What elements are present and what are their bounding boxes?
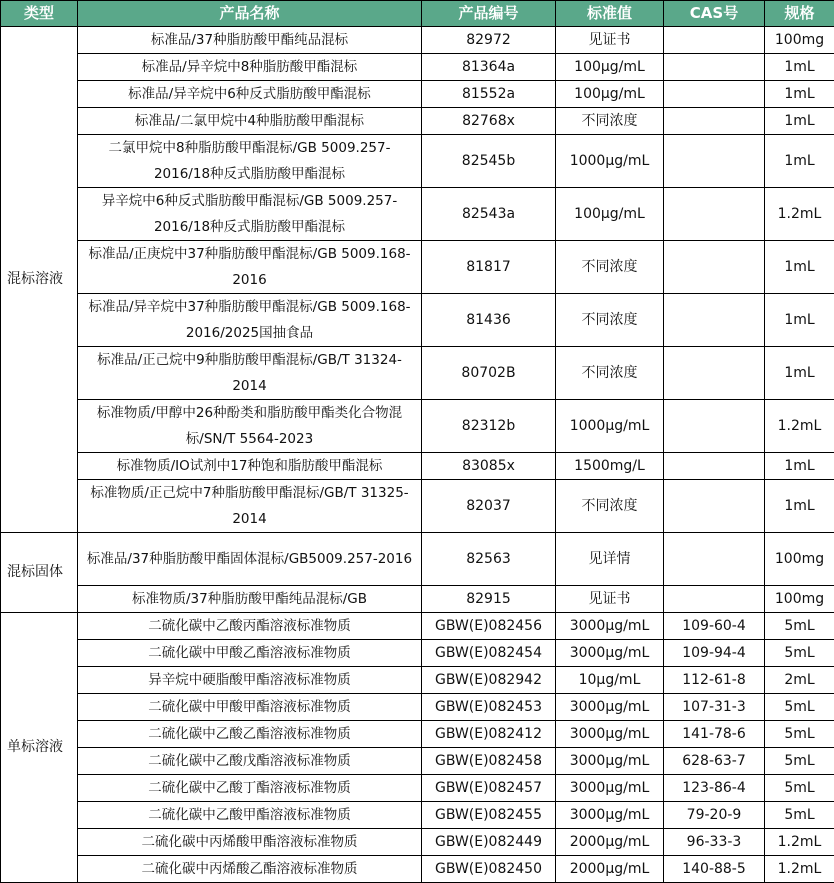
cas-cell: 79-20-9 (664, 802, 765, 829)
cas-cell: 109-94-4 (664, 640, 765, 667)
standard-value-cell: 不同浓度 (556, 108, 664, 135)
cas-cell (664, 347, 765, 400)
product-code-cell: GBW(E)082454 (422, 640, 556, 667)
header-product-name: 产品名称 (78, 1, 422, 27)
table-row (1, 640, 834, 667)
product-name-cell: 二氯甲烷中8种脂肪酸甲酯混标/GB 5009.257-2016/18种反式脂肪酸甲酯混标 (78, 135, 422, 188)
product-code-cell: 82563 (422, 533, 556, 586)
product-code-cell: 81436 (422, 294, 556, 347)
spec-cell: 5mL (765, 775, 834, 802)
table-row (1, 81, 834, 108)
product-name-cell: 二硫化碳中乙酸丁酯溶液标准物质 (78, 775, 422, 802)
product-name-cell: 异辛烷中6种反式脂肪酸甲酯混标/GB 5009.257-2016/18种反式脂肪酸甲酯混标 (78, 188, 422, 241)
header-type: 类型 (1, 1, 78, 27)
cas-cell (664, 27, 765, 54)
product-code-cell: GBW(E)082412 (422, 721, 556, 748)
header-row (1, 1, 834, 27)
product-code-cell: GBW(E)082449 (422, 829, 556, 856)
product-code-cell: 82037 (422, 480, 556, 533)
standard-value-cell: 见证书 (556, 27, 664, 54)
product-name-cell: 异辛烷中硬脂酸甲酯溶液标准物质 (78, 667, 422, 694)
spec-cell: 1mL (765, 480, 834, 533)
cas-cell: 96-33-3 (664, 829, 765, 856)
spec-cell: 1mL (765, 241, 834, 294)
cas-cell: 141-78-6 (664, 721, 765, 748)
spec-cell: 100mg (765, 27, 834, 54)
header-cas: CAS号 (664, 1, 765, 27)
table-row (1, 27, 834, 54)
product-name-cell: 标准品/二氯甲烷中4种脂肪酸甲酯混标 (78, 108, 422, 135)
cas-cell: 107-31-3 (664, 694, 765, 721)
product-code-cell: 81552a (422, 81, 556, 108)
cas-cell: 140-88-5 (664, 856, 765, 883)
spec-cell: 5mL (765, 613, 834, 640)
product-code-cell: 80702B (422, 347, 556, 400)
cas-cell: 123-86-4 (664, 775, 765, 802)
standard-value-cell: 1000μg/mL (556, 135, 664, 188)
cas-cell: 112-61-8 (664, 667, 765, 694)
standard-value-cell: 100μg/mL (556, 81, 664, 108)
product-code-cell: GBW(E)082457 (422, 775, 556, 802)
table-row (1, 775, 834, 802)
table-row (1, 188, 834, 241)
spec-cell: 1.2mL (765, 188, 834, 241)
product-name-cell: 二硫化碳中丙烯酸乙酯溶液标准物质 (78, 856, 422, 883)
category-cell: 单标溶液 (1, 613, 78, 883)
product-name-cell: 标准品/异辛烷中8种脂肪酸甲酯混标 (78, 54, 422, 81)
standard-value-cell: 2000μg/mL (556, 856, 664, 883)
standard-value-cell: 3000μg/mL (556, 775, 664, 802)
product-code-cell: GBW(E)082456 (422, 613, 556, 640)
standard-value-cell: 不同浓度 (556, 241, 664, 294)
cas-cell (664, 241, 765, 294)
cas-cell (664, 480, 765, 533)
cas-cell (664, 586, 765, 613)
spec-cell: 1mL (765, 81, 834, 108)
standard-value-cell: 1500mg/L (556, 453, 664, 480)
spec-cell: 5mL (765, 748, 834, 775)
product-name-cell: 二硫化碳中甲酸甲酯溶液标准物质 (78, 694, 422, 721)
category-cell: 混标固体 (1, 533, 78, 613)
table-row (1, 667, 834, 694)
product-code-cell: 81817 (422, 241, 556, 294)
category-cell: 混标溶液 (1, 27, 78, 533)
cas-cell (664, 400, 765, 453)
cas-cell (664, 81, 765, 108)
cas-cell (664, 188, 765, 241)
spec-cell: 1mL (765, 347, 834, 400)
table-row (1, 480, 834, 533)
standard-value-cell: 100μg/mL (556, 188, 664, 241)
product-name-cell: 标准物质/正己烷中7种脂肪酸甲酯混标/GB/T 31325-2014 (78, 480, 422, 533)
product-code-cell: 82768x (422, 108, 556, 135)
header-spec: 规格 (765, 1, 834, 27)
standard-value-cell: 3000μg/mL (556, 721, 664, 748)
product-code-cell: 82972 (422, 27, 556, 54)
spec-cell: 5mL (765, 721, 834, 748)
product-name-cell: 二硫化碳中乙酸戊酯溶液标准物质 (78, 748, 422, 775)
product-code-cell: 81364a (422, 54, 556, 81)
spec-cell: 100mg (765, 586, 834, 613)
product-name-cell: 标准品/异辛烷中37种脂肪酸甲酯混标/GB 5009.168-2016/2025国抽食品 (78, 294, 422, 347)
product-code-cell: GBW(E)082450 (422, 856, 556, 883)
product-code-cell: GBW(E)082458 (422, 748, 556, 775)
table-row (1, 802, 834, 829)
spec-cell: 1.2mL (765, 400, 834, 453)
spec-cell: 100mg (765, 533, 834, 586)
product-code-cell: GBW(E)082453 (422, 694, 556, 721)
spec-cell: 1mL (765, 135, 834, 188)
table-row (1, 400, 834, 453)
standard-value-cell: 3000μg/mL (556, 802, 664, 829)
product-name-cell: 二硫化碳中丙烯酸甲酯溶液标准物质 (78, 829, 422, 856)
table-row (1, 748, 834, 775)
spec-cell: 2mL (765, 667, 834, 694)
product-code-cell: 82543a (422, 188, 556, 241)
product-name-cell: 标准物质/IO试剂中17种饱和脂肪酸甲酯混标 (78, 453, 422, 480)
product-code-cell: 82545b (422, 135, 556, 188)
spec-cell: 1.2mL (765, 829, 834, 856)
product-code-cell: 83085x (422, 453, 556, 480)
standard-value-cell: 3000μg/mL (556, 613, 664, 640)
product-code-cell: GBW(E)082942 (422, 667, 556, 694)
table-row (1, 856, 834, 883)
product-code-cell: GBW(E)082455 (422, 802, 556, 829)
cas-cell (664, 54, 765, 81)
standard-value-cell: 2000μg/mL (556, 829, 664, 856)
product-name-cell: 标准品/37种脂肪酸甲酯纯品混标 (78, 27, 422, 54)
standard-value-cell: 不同浓度 (556, 294, 664, 347)
standard-value-cell: 不同浓度 (556, 347, 664, 400)
header-standard-value: 标准值 (556, 1, 664, 27)
standard-value-cell: 3000μg/mL (556, 694, 664, 721)
standard-value-cell: 3000μg/mL (556, 640, 664, 667)
table-row (1, 453, 834, 480)
table-row (1, 347, 834, 400)
table-row (1, 135, 834, 188)
product-name-cell: 二硫化碳中乙酸丙酯溶液标准物质 (78, 613, 422, 640)
product-code-cell: 82312b (422, 400, 556, 453)
standard-value-cell: 不同浓度 (556, 480, 664, 533)
spec-cell: 1mL (765, 294, 834, 347)
table-row (1, 54, 834, 81)
cas-cell (664, 533, 765, 586)
product-code-cell: 82915 (422, 586, 556, 613)
standard-value-cell: 见详情 (556, 533, 664, 586)
cas-cell (664, 294, 765, 347)
spec-cell: 5mL (765, 694, 834, 721)
header-product-code: 产品编号 (422, 1, 556, 27)
standard-value-cell: 10μg/mL (556, 667, 664, 694)
spec-cell: 5mL (765, 802, 834, 829)
product-name-cell: 二硫化碳中甲酸乙酯溶液标准物质 (78, 640, 422, 667)
product-name-cell: 标准物质/甲醇中26种酚类和脂肪酸甲酯类化合物混标/SN/T 5564-2023 (78, 400, 422, 453)
cas-cell (664, 453, 765, 480)
cas-cell: 109-60-4 (664, 613, 765, 640)
standard-value-cell: 见证书 (556, 586, 664, 613)
table-row (1, 694, 834, 721)
standard-value-cell: 1000μg/mL (556, 400, 664, 453)
cas-cell: 628-63-7 (664, 748, 765, 775)
product-name-cell: 二硫化碳中乙酸甲酯溶液标准物质 (78, 802, 422, 829)
product-name-cell: 标准品/异辛烷中6种反式脂肪酸甲酯混标 (78, 81, 422, 108)
table-row (1, 294, 834, 347)
product-name-cell: 标准品/正庚烷中37种脂肪酸甲酯混标/GB 5009.168-2016 (78, 241, 422, 294)
product-name-cell: 二硫化碳中乙酸乙酯溶液标准物质 (78, 721, 422, 748)
spec-cell: 5mL (765, 640, 834, 667)
spec-cell: 1mL (765, 54, 834, 81)
product-name-cell: 标准品/正己烷中9种脂肪酸甲酯混标/GB/T 31324-2014 (78, 347, 422, 400)
cas-cell (664, 135, 765, 188)
table-row (1, 829, 834, 856)
spec-cell: 1.2mL (765, 856, 834, 883)
table-row (1, 613, 834, 640)
table-row (1, 533, 834, 586)
spec-cell: 1mL (765, 108, 834, 135)
table-row (1, 241, 834, 294)
table-row (1, 586, 834, 613)
spec-cell: 1mL (765, 453, 834, 480)
product-name-cell: 标准物质/37种脂肪酸甲酯纯品混标/GB (78, 586, 422, 613)
product-name-cell: 标准品/37种脂肪酸甲酯固体混标/GB5009.257-2016 (78, 533, 422, 586)
table-row (1, 108, 834, 135)
standard-value-cell: 100μg/mL (556, 54, 664, 81)
standard-value-cell: 3000μg/mL (556, 748, 664, 775)
cas-cell (664, 108, 765, 135)
table-row (1, 721, 834, 748)
